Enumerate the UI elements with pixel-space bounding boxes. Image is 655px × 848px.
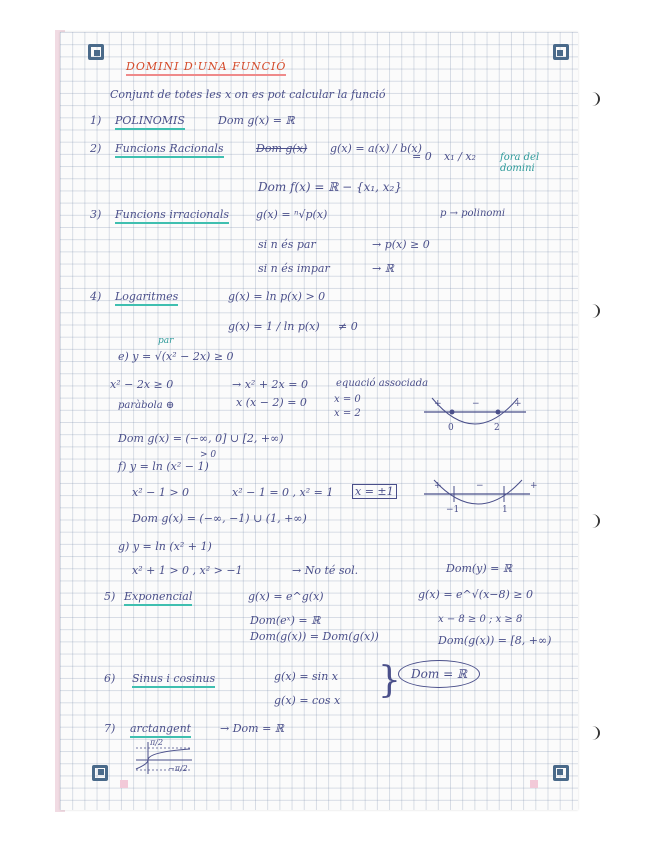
rational-domain: Dom f(x) = ℝ − {x₁, x₂} bbox=[258, 180, 403, 194]
root-label: −1 bbox=[446, 505, 460, 515]
example-f-line1: x² − 1 > 0 bbox=[132, 486, 190, 499]
section-5-number: 5) bbox=[104, 590, 116, 603]
corner-mark-bottom-right bbox=[553, 765, 569, 781]
section-7-number: 7) bbox=[104, 722, 116, 735]
log-formula-2: g(x) = 1 / ln p(x) bbox=[228, 320, 320, 333]
sign-label: + bbox=[434, 481, 442, 491]
rational-note: fora del domini bbox=[500, 152, 540, 174]
example-g-line1: x² + 1 > 0 , x² > −1 bbox=[132, 564, 243, 577]
section-5-heading: Exponencial bbox=[124, 590, 192, 603]
exp-domain-1: Dom(eˣ) = ℝ bbox=[250, 614, 321, 627]
cos-formula: g(x) = cos x bbox=[274, 694, 341, 707]
pink-dot bbox=[120, 780, 128, 788]
example-e-line2: x (x − 2) = 0 bbox=[236, 396, 307, 409]
even-case: si n és par bbox=[258, 238, 316, 251]
section-6-number: 6) bbox=[104, 672, 116, 685]
sin-formula: g(x) = sin x bbox=[274, 670, 338, 683]
intro-text: Conjunt de totes les x on es pot calcular la funció bbox=[110, 88, 386, 101]
section-4-heading: Logaritmes bbox=[115, 290, 178, 303]
example-e-parabola: paràbola ⊕ bbox=[118, 400, 175, 411]
example-e-par: par bbox=[158, 336, 174, 346]
polynomial-note: p → polinomi bbox=[440, 208, 506, 219]
section-4-number: 4) bbox=[90, 290, 102, 303]
root-label: 1 bbox=[502, 505, 508, 515]
section-7-heading: arctangent bbox=[130, 722, 191, 735]
sign-label: − bbox=[476, 481, 484, 491]
section-3-number: 3) bbox=[90, 208, 102, 221]
pink-dot bbox=[530, 780, 538, 788]
section-1-number: 1) bbox=[90, 114, 102, 127]
example-e-sol1: x = 0 bbox=[334, 394, 361, 405]
odd-case: si n és impar bbox=[258, 262, 330, 275]
sign-label: + bbox=[530, 481, 538, 491]
section-1-heading: POLINOMIS bbox=[115, 114, 185, 127]
arctan-top-label: π/2 bbox=[150, 738, 164, 747]
corner-mark-bottom-left bbox=[92, 765, 108, 781]
example-e-line1: x² − 2x ≥ 0 bbox=[110, 378, 174, 391]
exp-example: g(x) = e^√(x−8) ≥ 0 bbox=[418, 588, 533, 601]
rational-eq: = 0 bbox=[412, 150, 432, 163]
example-e-sol2: x = 2 bbox=[334, 408, 361, 419]
example-f-line1b: x² − 1 = 0 , x² = 1 bbox=[232, 486, 334, 499]
section-6-heading: Sinus i cosinus bbox=[132, 672, 215, 685]
example-f-label: f) y = ln (x² − 1) bbox=[118, 460, 209, 473]
binder-ring bbox=[584, 726, 600, 740]
section-3-heading: Funcions irracionals bbox=[115, 208, 229, 221]
sign-label: + bbox=[514, 399, 522, 409]
binder-ring bbox=[584, 92, 600, 106]
example-g-domain: Dom(y) = ℝ bbox=[446, 562, 513, 575]
arctan-bottom-label: −π/2 bbox=[168, 764, 188, 773]
example-e-assoc: equació associada bbox=[336, 378, 429, 389]
exp-example-1: x − 8 ≥ 0 ; x ≥ 8 bbox=[438, 614, 523, 625]
arctan-domain: → Dom = ℝ bbox=[220, 722, 284, 735]
rational-roots: x₁ / x₂ bbox=[444, 150, 476, 163]
example-f-domain: Dom g(x) = (−∞, −1) ∪ (1, +∞) bbox=[132, 512, 307, 525]
example-e-domain: Dom g(x) = (−∞, 0] ∪ [2, +∞) bbox=[118, 432, 284, 445]
rational-formula: g(x) = a(x) / b(x) bbox=[330, 142, 422, 155]
binder-ring bbox=[584, 304, 600, 318]
section-1-domain: Dom g(x) = ℝ bbox=[218, 114, 295, 127]
corner-mark-top-right bbox=[553, 44, 569, 60]
log-formula-1: g(x) = ln p(x) > 0 bbox=[228, 290, 326, 303]
even-condition: → p(x) ≥ 0 bbox=[372, 238, 430, 251]
corner-mark-top-left bbox=[88, 44, 104, 60]
struck-text: Dom g(x) bbox=[256, 142, 308, 155]
exp-example-2: Dom(g(x)) = [8, +∞) bbox=[438, 634, 552, 647]
example-e-line1b: → x² + 2x = 0 bbox=[232, 378, 308, 391]
root-label: 2 bbox=[494, 423, 500, 433]
sign-label: + bbox=[434, 399, 442, 409]
example-f-gt: > 0 bbox=[200, 450, 217, 460]
example-f-boxed: x = ±1 bbox=[352, 484, 397, 499]
root-label: 0 bbox=[448, 423, 454, 433]
example-e-label: e) y = √(x² − 2x) ≥ 0 bbox=[118, 350, 234, 363]
example-g-label: g) y = ln (x² + 1) bbox=[118, 540, 212, 553]
binder-ring bbox=[584, 514, 600, 528]
irrational-formula: g(x) = ⁿ√p(x) bbox=[256, 208, 328, 221]
brace: } bbox=[378, 660, 401, 701]
section-2-heading: Funcions Racionals bbox=[115, 142, 224, 155]
example-g-nosol: → No té sol. bbox=[292, 564, 359, 577]
trig-domain: Dom = ℝ bbox=[398, 660, 480, 688]
sign-label: − bbox=[472, 399, 480, 409]
exp-domain-2: Dom(g(x)) = Dom(g(x)) bbox=[250, 630, 379, 643]
section-2-number: 2) bbox=[90, 142, 102, 155]
odd-condition: → ℝ bbox=[372, 262, 394, 275]
log-condition: ≠ 0 bbox=[338, 320, 358, 333]
exp-formula: g(x) = e^g(x) bbox=[248, 590, 324, 603]
page-title: DOMINI D'UNA FUNCIÓ bbox=[126, 60, 286, 73]
